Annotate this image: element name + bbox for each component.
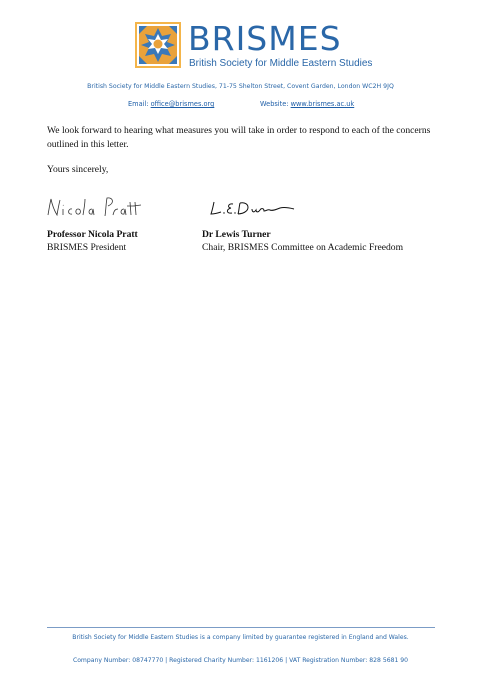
closing-salutation: Yours sincerely, bbox=[47, 164, 109, 175]
geometric-pattern-icon bbox=[135, 22, 181, 68]
email-link[interactable]: office@brismes.org bbox=[150, 100, 215, 108]
website-label: Website: bbox=[260, 100, 289, 108]
website-contact bbox=[260, 100, 354, 108]
footer-company-statement: British Society for Middle Eastern Studies is a company limited by guarantee registered in England and Wales. bbox=[72, 634, 409, 641]
footer-registration-numbers: Company Number: 08747770 | Registered Charity Number: 1161206 | VAT Registration Number: 828 5681 90 bbox=[72, 657, 409, 664]
signature-pratt bbox=[45, 195, 145, 221]
signatory-name-1: Professor Nicola Pratt bbox=[47, 229, 138, 240]
signatory-role-2: Chair, BRISMES Committee on Academic Freedom bbox=[202, 242, 404, 253]
header-address: British Society for Middle Eastern Studies, 71-75 Shelton Street, Covent Garden, London WC2H 9JQ bbox=[87, 83, 394, 90]
signatory-role-1: BRISMES President bbox=[47, 242, 127, 253]
footer-divider bbox=[47, 627, 435, 628]
logo-wordmark: BRISMES bbox=[188, 19, 342, 58]
email-contact bbox=[128, 100, 214, 108]
signatory-name-2: Dr Lewis Turner bbox=[202, 229, 271, 240]
closing-paragraph: We look forward to hearing what measures you will take in order to respond to each of the concerns outlined in this letter. bbox=[47, 125, 431, 150]
website-link[interactable]: www.brismes.ac.uk bbox=[290, 100, 355, 108]
signature-turner bbox=[208, 199, 298, 219]
email-label: Email: bbox=[128, 100, 149, 108]
logo-subtitle: British Society for Middle Eastern Studies bbox=[189, 58, 373, 69]
